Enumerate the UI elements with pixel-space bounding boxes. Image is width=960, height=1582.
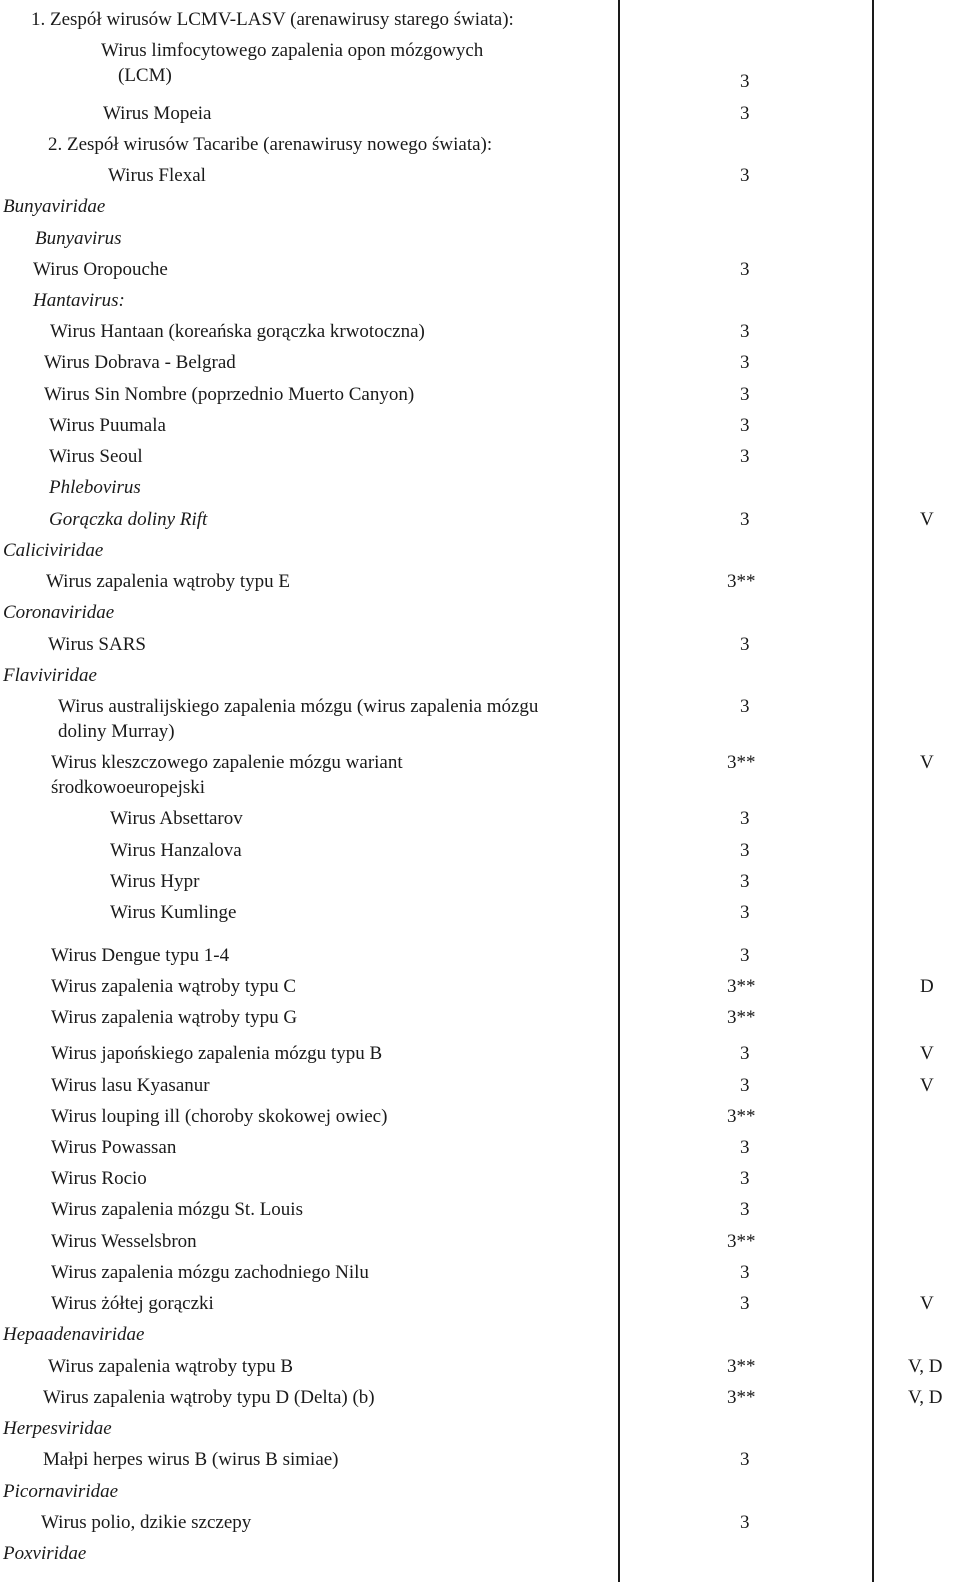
row-0-name: 1. Zespół wirusów LCMV-LASV (arenawirusy starego świata): <box>31 9 514 30</box>
row-20-group: 3 <box>740 634 750 655</box>
row-30-group: 3 <box>740 945 750 966</box>
row-36-group: 3 <box>740 1137 750 1158</box>
row-2-name: (LCM) <box>118 65 172 86</box>
row-3-group: 3 <box>740 103 750 124</box>
row-16-notes: V <box>920 509 934 530</box>
row-5-name: Wirus Flexal <box>108 165 206 186</box>
row-44-notes: V, D <box>908 1387 943 1408</box>
row-46-name: Małpi herpes wirus B (wirus B simiae) <box>43 1449 339 1470</box>
row-7-genus: Bunyavirus <box>35 228 122 249</box>
row-34-name: Wirus lasu Kyasanur <box>51 1075 210 1096</box>
row-38-name: Wirus zapalenia mózgu St. Louis <box>51 1199 303 1220</box>
row-15-genus: Phlebovirus <box>49 477 141 498</box>
row-28-group: 3 <box>740 871 750 892</box>
row-14-group: 3 <box>740 446 750 467</box>
row-36-name: Wirus Powassan <box>51 1137 177 1158</box>
row-12-name: Wirus Sin Nombre (poprzednio Muerto Canyon) <box>44 384 415 405</box>
row-29-group: 3 <box>740 902 750 923</box>
row-31-name: Wirus zapalenia wątroby typu C <box>51 976 297 997</box>
row-41-notes: V <box>920 1293 934 1314</box>
row-33-notes: V <box>920 1043 934 1064</box>
row-3-name: Wirus Mopeia <box>103 103 212 124</box>
row-13-group: 3 <box>740 415 750 436</box>
row-49-family: Poxviridae <box>3 1543 87 1564</box>
row-8-group: 3 <box>740 259 750 280</box>
row-1-name: Wirus limfocytowego zapalenia opon mózgowych <box>101 40 484 61</box>
row-32-group: 3** <box>727 1007 756 1028</box>
row-35-name: Wirus louping ill (choroby skokowej owiec) <box>51 1106 388 1127</box>
row-11-name: Wirus Dobrava - Belgrad <box>44 352 236 373</box>
row-12-group: 3 <box>740 384 750 405</box>
row-16-name: Gorączka doliny Rift <box>49 509 208 530</box>
row-39-name: Wirus Wesselsbron <box>51 1231 197 1252</box>
row-43-notes: V, D <box>908 1356 943 1377</box>
row-18-group: 3** <box>727 571 756 592</box>
row-28-name: Wirus Hypr <box>110 871 200 892</box>
column-divider-1 <box>618 0 620 1582</box>
row-41-name: Wirus żółtej gorączki <box>51 1293 214 1314</box>
row-44-name: Wirus zapalenia wątroby typu D (Delta) (b) <box>43 1387 375 1408</box>
row-41-group: 3 <box>740 1293 750 1314</box>
row-33-group: 3 <box>740 1043 750 1064</box>
row-19-family: Coronaviridae <box>3 602 115 623</box>
row-8-name: Wirus Oropouche <box>33 259 168 280</box>
row-31-group: 3** <box>727 976 756 997</box>
row-24-name: Wirus kleszczowego zapalenie mózgu wariant <box>51 752 403 773</box>
row-42-family: Hepaadenaviridae <box>3 1324 145 1345</box>
row-16-group: 3 <box>740 509 750 530</box>
row-25-name-cont: środkowoeuropejski <box>51 777 206 798</box>
row-27-name: Wirus Hanzalova <box>110 840 242 861</box>
row-31-notes: D <box>920 976 934 997</box>
row-18-name: Wirus zapalenia wątroby typu E <box>46 571 291 592</box>
row-13-name: Wirus Puumala <box>49 415 166 436</box>
row-35-group: 3** <box>727 1106 756 1127</box>
row-37-name: Wirus Rocio <box>51 1168 147 1189</box>
row-43-name: Wirus zapalenia wątroby typu B <box>48 1356 294 1377</box>
row-34-group: 3 <box>740 1075 750 1096</box>
row-26-name: Wirus Absettarov <box>110 808 243 829</box>
row-27-group: 3 <box>740 840 750 861</box>
row-6-family: Bunyaviridae <box>3 196 106 217</box>
row-48-name: Wirus polio, dzikie szczepy <box>41 1512 252 1533</box>
row-33-name: Wirus japońskiego zapalenia mózgu typu B <box>51 1043 383 1064</box>
column-divider-2 <box>872 0 874 1582</box>
row-22-name: Wirus australijskiego zapalenia mózgu (wirus zapalenia mózgu <box>58 696 539 717</box>
row-37-group: 3 <box>740 1168 750 1189</box>
row-2-group: 3 <box>740 71 750 92</box>
row-38-group: 3 <box>740 1199 750 1220</box>
row-34-notes: V <box>920 1075 934 1096</box>
row-24-notes: V <box>920 752 934 773</box>
row-39-group: 3** <box>727 1231 756 1252</box>
row-40-group: 3 <box>740 1262 750 1283</box>
row-21-family: Flaviviridae <box>3 665 97 686</box>
row-17-family: Caliciviridae <box>3 540 104 561</box>
row-44-group: 3** <box>727 1387 756 1408</box>
row-26-group: 3 <box>740 808 750 829</box>
row-23-name-cont: doliny Murray) <box>58 721 175 742</box>
row-30-name: Wirus Dengue typu 1-4 <box>51 945 230 966</box>
row-20-name: Wirus SARS <box>48 634 146 655</box>
row-40-name: Wirus zapalenia mózgu zachodniego Nilu <box>51 1262 369 1283</box>
row-11-group: 3 <box>740 352 750 373</box>
row-24-group: 3** <box>727 752 756 773</box>
row-22-group: 3 <box>740 696 750 717</box>
row-9-genus: Hantavirus: <box>33 290 125 311</box>
row-10-name: Wirus Hantaan (koreańska gorączka krwotoczna) <box>50 321 425 342</box>
row-5-group: 3 <box>740 165 750 186</box>
row-29-name: Wirus Kumlinge <box>110 902 237 923</box>
row-43-group: 3** <box>727 1356 756 1377</box>
row-10-group: 3 <box>740 321 750 342</box>
row-32-name: Wirus zapalenia wątroby typu G <box>51 1007 298 1028</box>
row-47-family: Picornaviridae <box>3 1481 119 1502</box>
row-48-group: 3 <box>740 1512 750 1533</box>
row-45-family: Herpesviridae <box>3 1418 112 1439</box>
row-4-name: 2. Zespół wirusów Tacaribe (arenawirusy nowego świata): <box>48 134 493 155</box>
row-46-group: 3 <box>740 1449 750 1470</box>
row-14-name: Wirus Seoul <box>49 446 143 467</box>
